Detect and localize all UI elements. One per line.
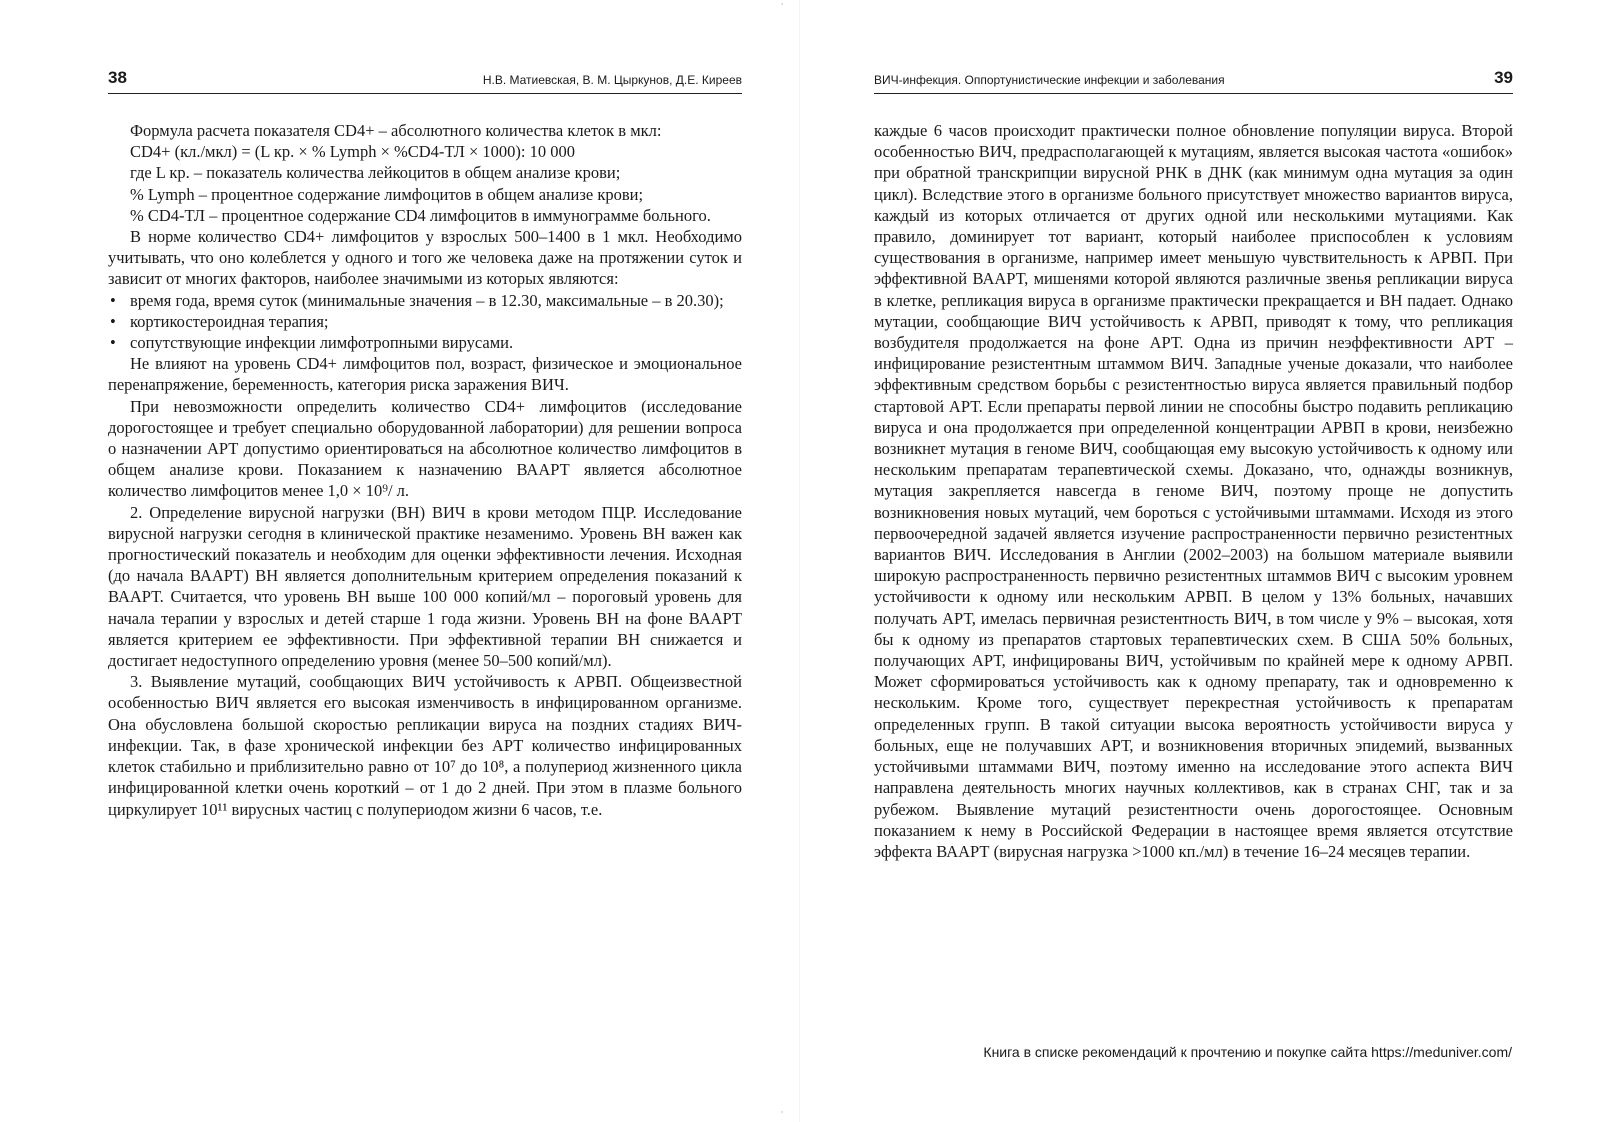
left-page [0, 0, 800, 1122]
paragraph: % CD4-ТЛ – процентное содержание CD4 лимфоцитов в иммунограмме больного. [130, 205, 711, 225]
paragraph: 3. Выявление мутаций, сообщающих ВИЧ устойчивость к АРВП. Общеизвестной особенностью ВИЧ является его высокая изменчивость в инфицированном организме. Она обусловлена большой скоростью репликации вируса на поздних стадиях ВИЧ-инфекции. Так, в фазе хронической инфекции без АРТ количество инфицированных клеток стабильно и приблизительно равно от 10⁷ до 10⁸, а полупериод жизненного цикла инфицированной клетки очень короткий – от 1 до 2 дней. При этом в плазме больного циркулирует 10¹¹ вирусных частиц с полупериодом жизни 6 часов, т.е. [108, 672, 742, 819]
paragraph: каждые 6 часов происходит практически полное обновление популяции вируса. Второй особенностью ВИЧ, предрасполагающей к мутациям, является высокая частота «ошибок» при обратной транскрипции вирусной РНК в ДНК (как минимум одна мутация за один цикл). Вследствие этого в организме больного присутствует множество вариантов вируса, каждый из которых отличается от других одной или несколькими мутациями. Как правило, доминирует тот вариант, который наиболее приспособлен к условиям существования в организме, например имеет меньшую чувствительность к АРВП. При эффективной ВААРТ, мишенями которой являются различные звенья репликации вируса в клетке, репликация вируса в организме практически прекращается и ВН падает. Однако мутации, сообщающие ВИЧ устойчивость к АРВП, приводят к тому, что репликация возбудителя продолжается на фоне АРТ. Одна из причин неэффективности АРТ – инфицирование резистентным штаммом ВИЧ. Западные ученые доказали, что наиболее эффективным средством борьбы с резистентностью вируса является правильный подбор стартовой АРТ. Если препараты первой линии не способны быстро подавить репликацию вируса и она продолжается при определенной концентрации АРВП в крови, неизбежно возникнет мутация в геноме ВИЧ, сообщающая ему высокую устойчивость к одному или нескольким препаратам терапевтической схемы. Доказано, что, однажды возникнув, мутация закрепляется навсегда в геноме ВИЧ, поэтому проще не допустить возникновения новых мутаций, чем бороться с устойчивыми штаммами. Исходя из этого первоочередной задачей является изучение распространенности первично резистентных вариантов ВИЧ. Исследования в Англии (2002–2003) на большом материале выявили широкую распространенность первично резистентных штаммов ВИЧ с высоким уровнем устойчивости к одному или нескольким АРВП. В целом у 13% больных, начавших получать АРТ, имелась первичная резистентность ВИЧ, в том числе у 9% – высокая, хотя бы к одному из препаратов стартовых терапевтических схем. В США 50% больных, получающих АРТ, инфицированы ВИЧ, устойчивым по крайней мере к одному АРВП. Может сформироваться устойчивость как к одному препарату, так и одновременно к нескольким. Кроме того, существует перекрестная устойчивость к препаратам определенных групп. В такой ситуации высока вероятность устойчивости вируса у больных, еще не получавших АРТ, и возникновения вторичных эпидемий, вызванных устойчивыми штаммами ВИЧ, поэтому именно на исследование этого аспекта ВИЧ направлена деятельность многих научных коллективов, как в странах СНГ, так и за рубежом. Выявление мутаций резистентности очень дорогостоящее. Основным показанием к нему в Российской Федерации в настоящее время является отсутствие эффекта ВААРТ (вирусная нагрузка >1000 кп./мл) в течение 16–24 месяцев терапии. [874, 121, 1513, 861]
left-page-header [108, 63, 742, 94]
crop-mark-bottom: ' [781, 1110, 784, 1119]
list-item: • сопутствующие инфекции лимфотропными вирусами. [108, 332, 742, 353]
bullet-list [108, 290, 742, 354]
list-item: • время года, время суток (минимальные значения – в 12.30, максимальные – в 20.30); [108, 290, 742, 311]
right-page-body [874, 120, 1513, 862]
right-page-header [874, 63, 1513, 94]
left-running-head: Н.В. Матиевская, В. М. Цыркунов, Д.Е. Киреев [482, 73, 742, 87]
left-page-body [108, 120, 742, 820]
paragraph: % Lymph – процентное содержание лимфоцитов в общем анализе крови; [130, 184, 644, 204]
footer-note: Книга в списке рекомендаций к прочтению и покупке сайта https://meduniver.com/ [983, 1044, 1512, 1060]
paragraph: Формула расчета показателя CD4+ – абсолютного количества клеток в мкл: [130, 121, 662, 140]
right-page [800, 0, 1601, 1122]
paragraph: 2. Определение вирусной нагрузки (ВН) ВИЧ в крови методом ПЦР. Исследование вирусной нагрузки сегодня в клинической практике незаменимо. Уровень ВН важен как прогностический показатель и необходим для оценки эффективности лечения. Исходная (до начала ВААРТ) ВН является дополнительным критерием определения показаний к ВААРТ. Считается, что уровень ВН выше 100 000 копий/мл – пороговый уровень для начала терапии у взрослых и детей старше 1 года жизни. Уровень ВН на фоне ВААРТ является критерием ее эффективности. При эффективной терапии ВН снижается и достигает недоступного определению уровня (менее 50–500 копий/мл). [108, 502, 742, 671]
crop-mark-top: ' [781, 2, 784, 11]
paragraph: Не влияют на уровень CD4+ лимфоцитов пол, возраст, физическое и эмоциональное перенапряжение, беременность, категория риска заражения ВИЧ. [108, 354, 742, 395]
paragraph: где L кр. – показатель количества лейкоцитов в общем анализе крови; [130, 163, 621, 183]
right-page-number: 39 [1494, 68, 1513, 87]
left-page-number: 38 [108, 68, 127, 87]
paragraph: При невозможности определить количество CD4+ лимфоцитов (исследование дорогостоящее и требует специально оборудованной лаборатории) для решении вопроса о назначении АРТ допустимо ориентироваться на абсолютное количество лимфоцитов в общем анализе крови. Показанием к назначению ВААРТ является абсолютное количество лимфоцитов менее 1,0 × 10⁹/ л. [108, 396, 742, 501]
list-item: • кортикостероидная терапия; [108, 311, 742, 332]
right-running-head: ВИЧ-инфекция. Оппортунистические инфекции и заболевания [874, 73, 1225, 87]
formula-line: CD4+ (кл./мкл) = (L кр. × % Lymph × %CD4-ТЛ × 1000): 10 000 [130, 142, 576, 162]
paragraph: В норме количество CD4+ лимфоцитов у взрослых 500–1400 в 1 мкл. Необходимо учитывать, что оно колеблется у одного и того же человека даже на протяжении суток и зависит от многих факторов, наиболее значимыми из которых являются: [108, 227, 742, 289]
